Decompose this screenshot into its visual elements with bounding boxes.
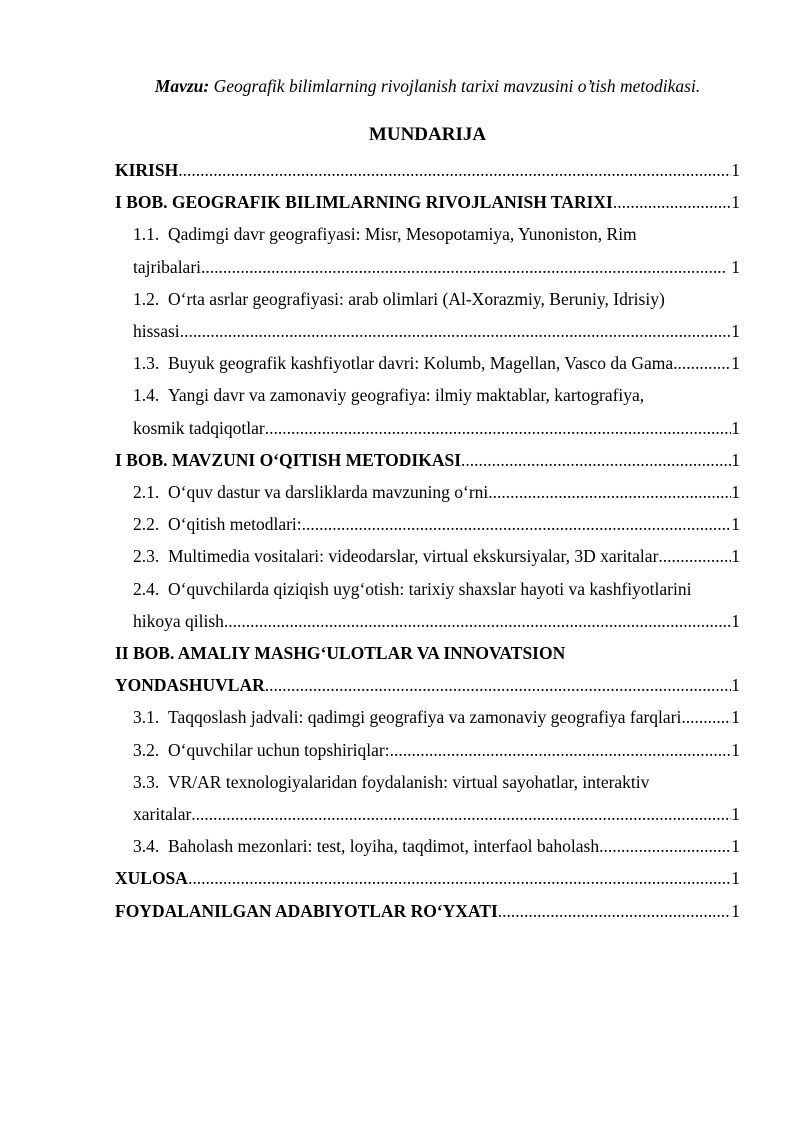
toc-entry-number: 3.1. (133, 707, 160, 728)
toc-entry[interactable] (115, 830, 740, 862)
toc-entry-text: O‘quv dastur va darsliklarda mavzuning o‘rni (168, 482, 489, 503)
toc-entry-text: Baholash mezonlari: test, loyiha, taqdimot, interfaol baholash (168, 836, 600, 857)
toc-entry[interactable] (115, 862, 740, 894)
toc-dot-leader (180, 315, 732, 347)
toc-dot-leader (178, 154, 731, 186)
toc-entry-text: II BOB. AMALIY MASHG‘ULOTLAR VA INNOVATSION (115, 643, 566, 664)
toc-dot-leader (677, 347, 731, 379)
toc-dot-leader (658, 540, 731, 572)
toc-page-number: 1 (731, 707, 740, 728)
toc-entry[interactable] (115, 766, 740, 798)
toc-page-number: 1 (731, 321, 740, 342)
toc-entry-number: 3.4. (133, 836, 160, 857)
toc-page-number: 1 (731, 353, 740, 374)
toc-entry-text: VR/AR texnologiyalaridan foydalanish: virtual sayohatlar, interaktiv (168, 771, 650, 792)
toc-entry[interactable] (115, 444, 740, 476)
toc-entry[interactable] (115, 798, 740, 830)
toc-entry[interactable] (115, 379, 740, 411)
toc-dot-leader (302, 508, 732, 540)
toc-entry-text: XULOSA (115, 868, 188, 889)
toc-dot-leader (488, 476, 731, 508)
toc-page-number: 1 (731, 514, 740, 535)
toc-entry[interactable] (115, 476, 740, 508)
toc-entry-text: xaritalar (133, 804, 192, 825)
toc-page-number: 1 (731, 836, 740, 857)
toc-entry-number: 1.1. (133, 224, 160, 245)
toc-entry[interactable] (115, 347, 740, 379)
toc-dot-leader (201, 251, 727, 283)
toc-entry-text: O‘qitish metodlari: (168, 514, 302, 535)
toc-entry-number: 1.2. (133, 288, 160, 309)
toc-dot-leader (461, 444, 731, 476)
toc-entry[interactable] (115, 895, 740, 927)
toc-entry-text: Buyuk geografik kashfiyotlar davri: Kolumb, Magellan, Vasco da Gama. (168, 353, 678, 374)
toc-entry-text: kosmik tadqiqotlar (133, 417, 265, 438)
toc-dot-leader (498, 895, 731, 927)
toc-entry[interactable] (115, 508, 740, 540)
toc-page-number: 1 (731, 192, 740, 213)
toc-entry-text: FOYDALANILGAN ADABIYOTLAR RO‘YXATI (115, 900, 498, 921)
toc-page-number: 1 (731, 482, 740, 503)
toc-page-number: 1 (731, 804, 740, 825)
toc-entry-text: Qadimgi davr geografiyasi: Misr, Mesopotamiya, Yunoniston, Rim (168, 224, 637, 245)
document-title-label: Mavzu: (154, 76, 210, 96)
toc-entry-text: Taqqoslash jadvali: qadimgi geografiya va zamonaviy geografiya farqlari. (168, 707, 686, 728)
toc-entry-number: 2.2. (133, 514, 160, 535)
toc-entry[interactable] (115, 669, 740, 701)
toc-entry-text: I BOB. MAVZUNI O‘QITISH METODIKASI (115, 449, 462, 470)
toc-entry-number: 2.1. (133, 482, 160, 503)
document-title-text: Geografik bilimlarning rivojlanish tarixi mavzusini o’tish metodikasi. (209, 76, 701, 96)
document-title (115, 74, 740, 98)
toc-dot-leader (390, 734, 732, 766)
toc-entry-text: hikoya qilish (133, 610, 224, 631)
toc-entry-text: Yangi davr va zamonaviy geografiya: ilmiy maktablar, kartografiya, (168, 385, 645, 406)
toc-entry-number: 3.3. (133, 771, 160, 792)
toc-entry-number: 1.4. (133, 385, 160, 406)
toc-entry-text: tajribalari (133, 256, 202, 277)
toc-entry-number: 2.4. (133, 578, 160, 599)
toc-entry[interactable] (115, 283, 740, 315)
toc-entry-text: O‘quvchilar uchun topshiriqlar: (168, 739, 390, 760)
toc-entry[interactable] (115, 251, 740, 283)
toc-dot-leader (613, 186, 731, 218)
toc-entry[interactable] (115, 637, 740, 669)
toc-entry-number: 3.2. (133, 739, 160, 760)
toc-entry[interactable] (115, 315, 740, 347)
document-content (115, 74, 740, 927)
toc-page-number: 1 (731, 610, 740, 631)
toc-entry[interactable] (115, 540, 740, 572)
toc-dot-leader (265, 412, 732, 444)
toc-entry[interactable] (115, 605, 740, 637)
toc-heading: MUNDARIJA (368, 124, 487, 145)
toc-page-number: 1 (731, 160, 740, 180)
toc-entry-text: KIRISH (115, 160, 179, 180)
toc-entry-text: I BOB. GEOGRAFIK BILIMLARNING RIVOJLANISH TARIXI (115, 192, 613, 213)
toc-entry-text: YONDASHUVLAR (115, 675, 265, 696)
toc-entry[interactable] (115, 218, 740, 250)
toc-dot-leader (224, 605, 731, 637)
toc-page-number: 1 (731, 900, 740, 921)
toc-entry[interactable] (115, 701, 740, 733)
table-of-contents (115, 154, 740, 927)
toc-page-number: 1 (731, 739, 740, 760)
toc-entry[interactable] (115, 154, 740, 186)
toc-entry-text: Multimedia vositalari: videodarslar, virtual ekskursiyalar, 3D xaritalar (168, 546, 659, 567)
toc-entry-text: O‘rta asrlar geografiyasi: arab olimlari (Al-Xorazmiy, Beruniy, Idrisiy) (168, 288, 665, 309)
toc-entry[interactable] (115, 186, 740, 218)
toc-entry[interactable] (115, 734, 740, 766)
toc-page-number: 1 (731, 449, 740, 470)
toc-entry-text: hissasi (133, 321, 180, 342)
toc-dot-leader (265, 669, 732, 701)
toc-entry-number: 2.3. (133, 546, 160, 567)
toc-dot-leader (191, 798, 731, 830)
toc-page-number: 1 (731, 546, 740, 567)
toc-dot-leader (686, 701, 732, 733)
toc-entry-number: 1.3. (133, 353, 160, 374)
toc-entry[interactable] (115, 412, 740, 444)
toc-page-number: 1 (731, 868, 740, 889)
toc-page-number: 1 (726, 256, 740, 277)
toc-dot-leader (599, 830, 731, 862)
toc-page-number: 1 (731, 675, 740, 696)
toc-dot-leader (188, 862, 731, 894)
toc-page-number: 1 (731, 417, 740, 438)
toc-entry-text: O‘quvchilarda qiziqish uyg‘otish: tarixiy shaxslar hayoti va kashfiyotlarini (168, 578, 692, 599)
toc-entry[interactable] (115, 573, 740, 605)
